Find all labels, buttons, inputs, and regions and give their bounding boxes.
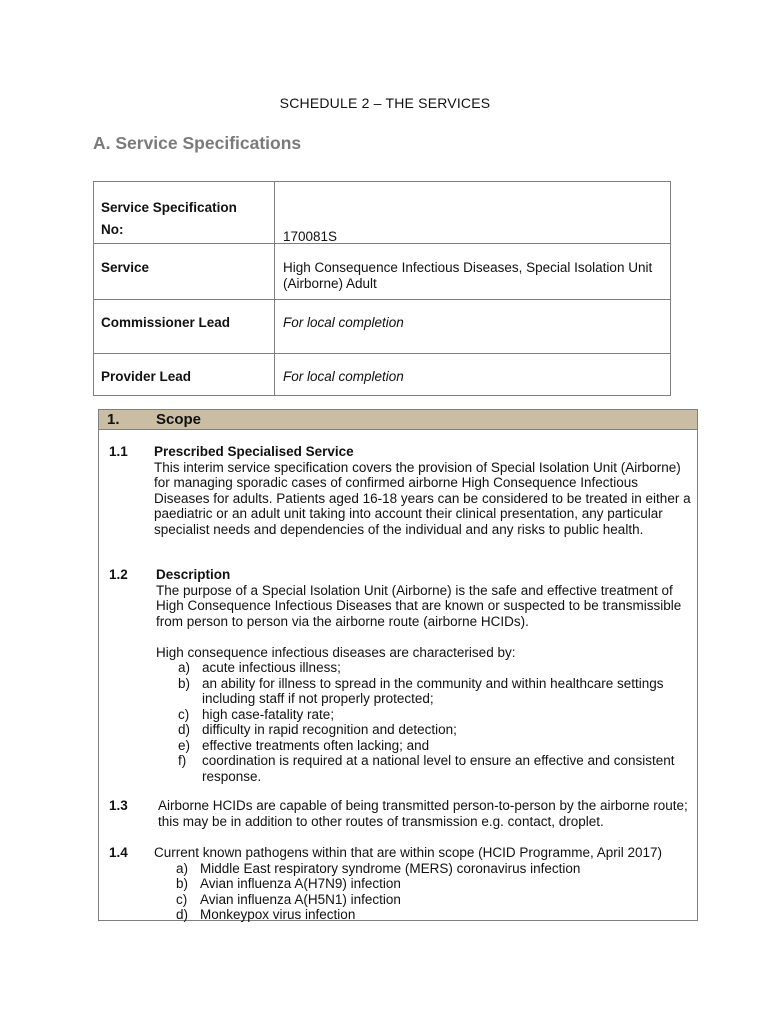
spec-no-label: Service Specification No: xyxy=(101,200,237,237)
provider-label-cell xyxy=(94,354,275,396)
list-item: c) high case-fatality rate; xyxy=(178,706,335,722)
service-value: High Consequence Infectious Diseases, Special Isolation Unit (Airborne) Adult xyxy=(283,260,653,291)
pathogen-list xyxy=(154,861,694,923)
list-item: b) an ability for illness to spread in the community and within healthcare settings including staff if not properly protected; xyxy=(178,675,664,706)
list-item: f) coordination is required at a national level to ensure an effective and consistent response. xyxy=(178,753,675,784)
service-label: Service xyxy=(101,260,150,275)
subsection-number: 1.4 xyxy=(109,845,128,860)
list-item: b) Avian influenza A(H7N9) infection xyxy=(176,876,401,891)
provider-lead-label: Provider Lead xyxy=(101,369,192,384)
commissioner-value-cell xyxy=(275,300,671,354)
subsection-text: The purpose of a Special Isolation Unit (Airborne) is the safe and effective treatment of High Consequence Infectious Diseases that are known or suspected to be transmissible from person to person via the airborne route (airborne HCIDs). xyxy=(156,582,682,629)
list-item: d) difficulty in rapid recognition and detection; xyxy=(178,722,457,737)
scope-section xyxy=(98,409,698,921)
spec-no-label-cell xyxy=(94,182,275,244)
schedule-title: SCHEDULE 2 – THE SERVICES xyxy=(279,95,491,111)
commissioner-lead-value: For local completion xyxy=(283,315,404,330)
table-row xyxy=(94,354,671,396)
subsection-text: Current known pathogens within that are within scope (HCID Programme, April 2017) xyxy=(154,845,662,860)
list-item: a) acute infectious illness; xyxy=(178,660,341,675)
subsection-body xyxy=(154,845,694,923)
scope-number: 1. xyxy=(107,411,120,428)
service-value-cell xyxy=(275,244,671,300)
spec-no-value-cell xyxy=(275,182,671,244)
commissioner-lead-label: Commissioner Lead xyxy=(101,315,231,330)
subsection-text: This interim service specification covers the provision of Special Isolation Unit (Airborne) for managing sporadic cases of confirmed airborne High Consequence Infectious Diseases for adults. Patients aged 16-18 years can be considered to be treated in either a paediatric or an adult unit taking into account their clinical presentation, any particular specialist needs and dependencies of the individual and any risks to public health. xyxy=(154,459,691,537)
list-item: d) Monkeypox virus infection xyxy=(176,907,356,922)
list-item: e) effective treatments often lacking; and xyxy=(178,737,430,753)
subsection-body xyxy=(158,798,698,829)
table-row xyxy=(94,244,671,300)
subsection-number: 1.3 xyxy=(109,798,128,813)
subsection-title: Description xyxy=(156,567,231,582)
scope-header xyxy=(99,410,697,430)
subsection-body xyxy=(156,567,696,784)
spec-no-value: 170081S xyxy=(283,229,338,244)
section-heading: A. Service Specifications xyxy=(93,133,302,153)
service-spec-table xyxy=(93,181,671,396)
provider-value-cell xyxy=(275,354,671,396)
table-row xyxy=(94,182,671,244)
service-label-cell xyxy=(94,244,275,300)
characteristics-list xyxy=(156,660,696,784)
provider-lead-value: For local completion xyxy=(283,369,404,384)
subsection-body xyxy=(154,444,694,537)
table-row xyxy=(94,300,671,354)
list-item: a) Middle East respiratory syndrome (MERS) coronavirus infection xyxy=(176,860,581,876)
list-item: c) Avian influenza A(H5N1) infection xyxy=(176,891,401,907)
subsection-number: 1.2 xyxy=(109,567,128,582)
scope-title: Scope xyxy=(156,411,202,428)
subsection-title: Prescribed Specialised Service xyxy=(154,444,354,459)
subsection-text: Airborne HCIDs are capable of being transmitted person-to-person by the airborne route; this may be in addition to other routes of transmission e.g. contact, droplet. xyxy=(158,798,688,829)
subsection-number: 1.1 xyxy=(109,444,128,459)
commissioner-label-cell xyxy=(94,300,275,354)
list-intro: High consequence infectious diseases are characterised by: xyxy=(156,644,516,660)
